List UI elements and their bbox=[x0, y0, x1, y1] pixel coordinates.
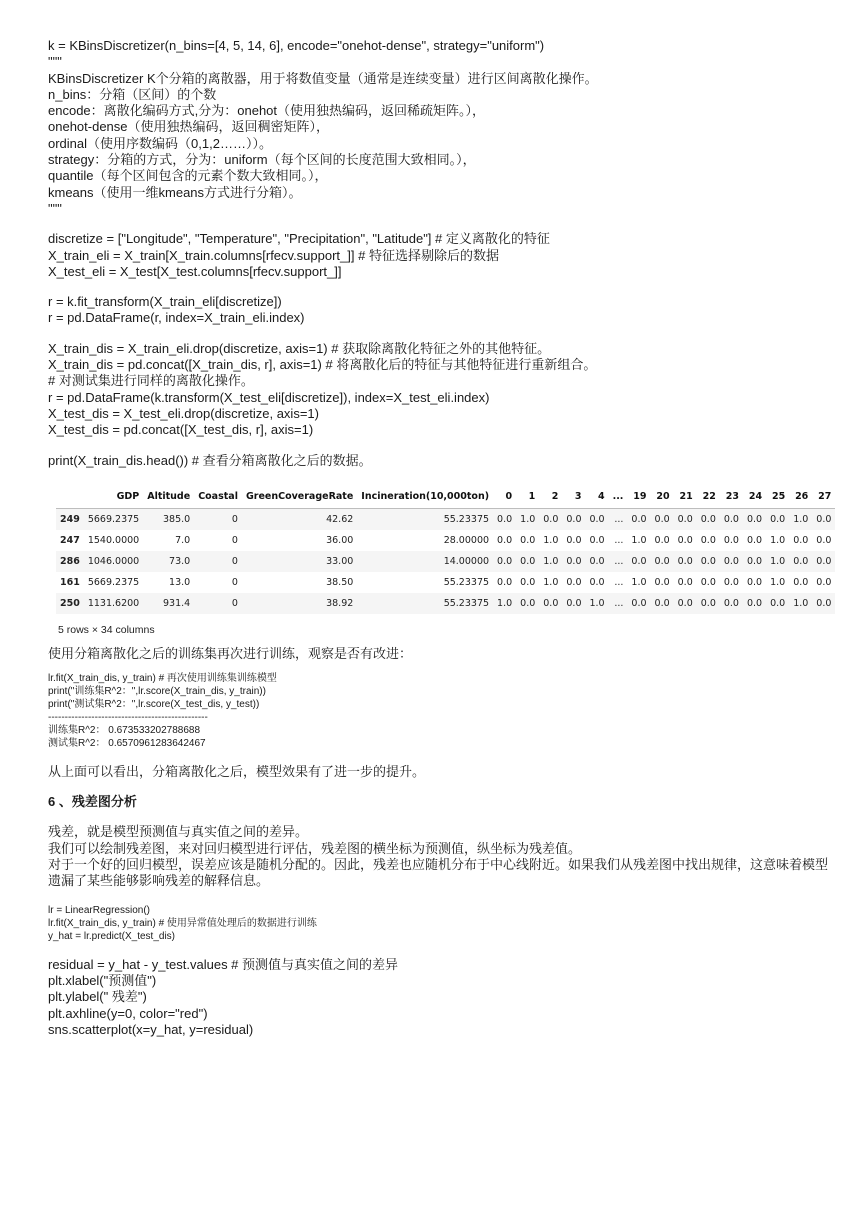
table-cell: 0.0 bbox=[720, 508, 743, 530]
table-cell: 0.0 bbox=[743, 508, 766, 530]
dataframe-table bbox=[56, 487, 835, 614]
table-cell: 0.0 bbox=[585, 551, 608, 572]
column-header bbox=[56, 487, 84, 509]
table-cell: 0.0 bbox=[566, 576, 582, 588]
table-cell: 0.0 bbox=[720, 551, 743, 572]
code-line: plt.xlabel("预测值") bbox=[48, 972, 157, 988]
row-index-cell: 250 bbox=[56, 593, 84, 614]
table-cell: 0.0 bbox=[720, 593, 743, 614]
table-row bbox=[56, 530, 835, 551]
code-line: k = KBinsDiscretizer(n_bins=[4, 5, 14, 6], encode="onehot-dense", strategy="uniform") bbox=[48, 38, 545, 53]
table-cell: 0.0 bbox=[816, 576, 832, 588]
row-index-cell: 286 bbox=[56, 551, 84, 572]
code-line: lr = LinearRegression() bbox=[48, 904, 150, 916]
table-cell: ... bbox=[609, 593, 628, 614]
paragraph-retrain: 使用分箱离散化之后的训练集再次进行训练，观察是否有改进： bbox=[48, 645, 413, 661]
table-cell: 0.0 bbox=[654, 534, 670, 546]
column-header: 25 bbox=[766, 487, 789, 509]
table-cell: 55.23375 bbox=[357, 593, 493, 614]
column-header: 24 bbox=[743, 487, 766, 509]
table-cell: 0 bbox=[194, 593, 242, 614]
code-separator: ------------------------------------------------ bbox=[48, 712, 208, 724]
table-cell: 0.0 bbox=[674, 508, 697, 530]
code-line: X_test_dis = pd.concat([X_test_dis, r], axis=1) bbox=[48, 422, 314, 438]
table-cell: 0.0 bbox=[539, 508, 562, 530]
code-line: # 对测试集进行同样的离散化操作。 bbox=[48, 373, 254, 389]
table-cell: 0.0 bbox=[520, 576, 536, 588]
table-row bbox=[56, 551, 835, 572]
table-cell: 1.0 bbox=[493, 593, 516, 614]
column-header: 0 bbox=[493, 487, 516, 509]
code-line: r = pd.DataFrame(r, index=X_train_eli.index) bbox=[48, 310, 305, 326]
paragraph-conclusion: 从上面可以看出，分箱离散化之后，模型效果有了进一步的提升。 bbox=[48, 764, 426, 780]
row-index-cell: 249 bbox=[56, 508, 84, 530]
column-header: GDP bbox=[84, 487, 143, 509]
column-header: 26 bbox=[789, 487, 812, 509]
table-cell: 0.0 bbox=[627, 593, 650, 614]
table-cell: 0.0 bbox=[812, 593, 835, 614]
table-row bbox=[56, 593, 835, 614]
table-cell: 0.0 bbox=[816, 534, 832, 546]
table-cell: 0.0 bbox=[674, 593, 697, 614]
table-cell: 0.0 bbox=[793, 576, 809, 588]
table-cell: 0.0 bbox=[812, 551, 835, 572]
table-cell: 1.0 bbox=[789, 508, 812, 530]
column-header: 3 bbox=[562, 487, 585, 509]
table-cell: 0.0 bbox=[585, 508, 608, 530]
table-cell: 36.00 bbox=[326, 534, 354, 546]
code-line: """ bbox=[48, 54, 62, 70]
table-cell: 1046.0000 bbox=[84, 551, 143, 572]
table-cell: 0.0 bbox=[812, 508, 835, 530]
table-cell: 0.0 bbox=[516, 593, 539, 614]
table-cell: 1.0 bbox=[770, 576, 786, 588]
table-cell: 0.0 bbox=[497, 576, 513, 588]
column-header: 2 bbox=[539, 487, 562, 509]
column-header: 23 bbox=[720, 487, 743, 509]
table-cell: 0.0 bbox=[562, 551, 585, 572]
code-line: KBinsDiscretizer K个分箱的离散器，用于将数值变量（通常是连续变量）进行区间离散化操作。 bbox=[48, 70, 598, 86]
table-cell: 0.0 bbox=[562, 508, 585, 530]
column-header: 4 bbox=[585, 487, 608, 509]
dataframe-shape-note: 5 rows × 34 columns bbox=[58, 623, 155, 636]
table-cell: ... bbox=[614, 534, 624, 546]
code-line: sns.scatterplot(x=y_hat, y=residual) bbox=[48, 1021, 254, 1037]
column-header: 22 bbox=[697, 487, 720, 509]
table-cell: 385.0 bbox=[143, 508, 194, 530]
code-line: strategy：分箱的方式，分为：uniform（每个区间的长度范围大致相同。）， bbox=[48, 152, 476, 168]
code-line: print("测试集R^2：",lr.score(X_test_dis, y_test)) bbox=[48, 699, 260, 711]
table-cell: 5669.2375 bbox=[84, 508, 143, 530]
column-header: Altitude bbox=[143, 487, 194, 509]
code-line: X_test_dis = X_test_eli.drop(discretize, axis=1) bbox=[48, 405, 319, 421]
table-cell: 0.0 bbox=[516, 551, 539, 572]
table-cell: 0.0 bbox=[700, 534, 716, 546]
table-cell: 1.0 bbox=[631, 576, 647, 588]
table-cell: 1.0 bbox=[585, 593, 608, 614]
table-body bbox=[56, 508, 835, 614]
code-line: lr.fit(X_train_dis, y_train) # 使用异常值处理后的数据进行训练 bbox=[48, 917, 317, 929]
column-header: Coastal bbox=[194, 487, 242, 509]
table-cell: 0.0 bbox=[743, 593, 766, 614]
code-line: kmeans（使用一维kmeans方式进行分箱）。 bbox=[48, 184, 302, 200]
table-cell: 0.0 bbox=[674, 551, 697, 572]
table-cell: 0.0 bbox=[697, 508, 720, 530]
code-line: ordinal（使用序数编码（0,1,2……））。 bbox=[48, 135, 272, 151]
table-cell: 0.0 bbox=[766, 508, 789, 530]
section-title: 6 、残差图分析 bbox=[48, 794, 137, 810]
table-cell: 0.0 bbox=[520, 534, 536, 546]
table-cell: 7.0 bbox=[175, 534, 191, 546]
table-cell: 0.0 bbox=[566, 534, 582, 546]
table-cell: 33.00 bbox=[242, 551, 357, 572]
table-cell: 0.0 bbox=[793, 534, 809, 546]
table-cell: 1131.6200 bbox=[84, 593, 143, 614]
table-row bbox=[56, 572, 835, 593]
code-line: X_train_eli = X_train[X_train.columns[rfecv.support_]] # 特征选择剔除后的数据 bbox=[48, 247, 499, 263]
table-cell: 1.0 bbox=[539, 551, 562, 572]
column-header: 19 bbox=[627, 487, 650, 509]
code-line: plt.axhline(y=0, color="red") bbox=[48, 1005, 208, 1021]
code-line: X_test_eli = X_test[X_test.columns[rfecv.support_]] bbox=[48, 263, 342, 279]
table-cell: 1.0 bbox=[516, 508, 539, 530]
table-cell: 1.0 bbox=[789, 593, 812, 614]
table-cell: 1.0 bbox=[543, 534, 559, 546]
paragraph: 残差，就是模型预测值与真实值之间的差异。 bbox=[48, 824, 309, 840]
column-header: ... bbox=[609, 487, 628, 509]
table-cell: 0.0 bbox=[697, 551, 720, 572]
code-block-fit-transform bbox=[48, 294, 828, 327]
code-line: y_hat = lr.predict(X_test_dis) bbox=[48, 930, 176, 942]
code-line: lr.fit(X_train_dis, y_train) # 再次使用训练集训练模型 bbox=[48, 673, 277, 685]
table-cell: 1.0 bbox=[770, 534, 786, 546]
column-header: 21 bbox=[674, 487, 697, 509]
table-cell: 28.00000 bbox=[443, 534, 490, 546]
table-cell: ... bbox=[609, 551, 628, 572]
table-cell: 1540.0000 bbox=[87, 534, 140, 546]
code-line: plt.ylabel(" 残差") bbox=[48, 989, 147, 1005]
code-block-retrain bbox=[48, 672, 828, 750]
code-block-kbins bbox=[48, 38, 828, 217]
output-line: 测试集R^2： 0.6570961283642467 bbox=[48, 738, 206, 750]
code-line: onehot-dense（使用独热编码，返回稠密矩阵）， bbox=[48, 119, 330, 135]
table-cell: 0.0 bbox=[589, 534, 605, 546]
table-cell: 73.0 bbox=[143, 551, 194, 572]
section-body bbox=[48, 824, 828, 889]
row-index-cell: 247 bbox=[60, 534, 80, 546]
column-header: 27 bbox=[812, 487, 835, 509]
table-cell: 0 bbox=[194, 508, 242, 530]
table-row bbox=[56, 508, 835, 530]
table-cell: 5669.2375 bbox=[87, 576, 140, 588]
table-cell: ... bbox=[614, 576, 624, 588]
column-header: 1 bbox=[516, 487, 539, 509]
table-cell: 55.23375 bbox=[357, 508, 493, 530]
table-cell: 0 bbox=[231, 576, 238, 588]
table-cell: 0.0 bbox=[700, 576, 716, 588]
table-cell: 0.0 bbox=[562, 593, 585, 614]
code-line: n_bins：分箱（区间）的个数 bbox=[48, 86, 217, 102]
table-cell: 1.0 bbox=[543, 576, 559, 588]
column-header: 20 bbox=[651, 487, 674, 509]
table-cell: 38.50 bbox=[326, 576, 354, 588]
table-cell: 0.0 bbox=[651, 593, 674, 614]
table-cell: 0.0 bbox=[746, 576, 763, 588]
table-cell: 0.0 bbox=[627, 551, 650, 572]
table-header-row bbox=[56, 487, 835, 509]
code-line: r = k.fit_transform(X_train_eli[discretize]) bbox=[48, 294, 282, 310]
table-cell: 0.0 bbox=[539, 593, 562, 614]
code-line: discretize = ["Longitude", "Temperature", "Precipitation", "Latitude"] # 定义离散化的特征 bbox=[48, 231, 550, 247]
code-line-print-head: print(X_train_dis.head()) # 查看分箱离散化之后的数据。 bbox=[48, 452, 372, 468]
code-line: residual = y_hat - y_test.values # 预测值与真实值之间的差异 bbox=[48, 956, 399, 972]
table-cell: 0.0 bbox=[677, 576, 693, 588]
table-cell: 0.0 bbox=[651, 551, 674, 572]
code-line: print("训练集R^2：",lr.score(X_train_dis, y_train)) bbox=[48, 686, 266, 698]
table-cell: 0.0 bbox=[651, 508, 674, 530]
code-block-residual-plot bbox=[48, 957, 828, 1038]
table-cell: 42.62 bbox=[242, 508, 357, 530]
table-cell: 0 bbox=[194, 551, 242, 572]
paragraph: 对于一个好的回归模型，误差应该是随机分配的。因此，残差也应随机分布于中心线附近。如果我们从残差图中找出规律，这意味着模型遗漏了某些能够影响残差的解释信息。 bbox=[48, 857, 829, 889]
column-header: Incineration(10,000ton) bbox=[357, 487, 493, 509]
code-line: r = pd.DataFrame(k.transform(X_test_eli[discretize]), index=X_test_eli.index) bbox=[48, 389, 490, 405]
row-index-cell: 161 bbox=[60, 576, 80, 588]
dataframe-output bbox=[56, 487, 832, 636]
table-cell: 55.23375 bbox=[443, 576, 490, 588]
table-cell: ... bbox=[609, 508, 628, 530]
code-block-linear-regression bbox=[48, 904, 828, 943]
table-cell: 0.0 bbox=[497, 534, 513, 546]
table-cell: 0.0 bbox=[746, 534, 763, 546]
code-line: quantile（每个区间包含的元素个数大致相同。）， bbox=[48, 168, 328, 184]
code-line: X_train_dis = X_train_eli.drop(discretize, axis=1) # 获取除离散化特征之外的其他特征。 bbox=[48, 340, 551, 356]
document-page bbox=[48, 38, 832, 1038]
code-line: encode：离散化编码方式,分为：onehot（使用独热编码，返回稀疏矩阵。）， bbox=[48, 103, 486, 119]
table-cell: 0.0 bbox=[677, 534, 693, 546]
table-cell: 0.0 bbox=[766, 593, 789, 614]
table-cell: 13.0 bbox=[169, 576, 191, 588]
table-cell: 0.0 bbox=[789, 551, 812, 572]
table-cell: 0.0 bbox=[743, 551, 766, 572]
code-line: X_train_dis = pd.concat([X_train_dis, r], axis=1) # 将离散化后的特征与其他特征进行重新组合。 bbox=[48, 357, 597, 373]
table-cell: 931.4 bbox=[143, 593, 194, 614]
table-cell: 0.0 bbox=[493, 551, 516, 572]
table-cell: 0.0 bbox=[723, 576, 739, 588]
table-cell: 0.0 bbox=[723, 534, 739, 546]
table-cell: 38.92 bbox=[242, 593, 357, 614]
table-cell: 0.0 bbox=[697, 593, 720, 614]
code-line: """ bbox=[48, 200, 62, 216]
table-cell: 1.0 bbox=[631, 534, 647, 546]
table-cell: 0.0 bbox=[493, 508, 516, 530]
column-header: GreenCoverageRate bbox=[242, 487, 357, 509]
table-cell: 14.00000 bbox=[357, 551, 493, 572]
output-line: 训练集R^2： 0.673533202788688 bbox=[48, 725, 201, 737]
table-cell: 0 bbox=[231, 534, 238, 546]
table-cell: 0.0 bbox=[654, 576, 670, 588]
paragraph: 我们可以绘制残差图，来对回归模型进行评估，残差图的横坐标为预测值，纵坐标为残差值。 bbox=[48, 840, 582, 856]
table-cell: 0.0 bbox=[589, 576, 605, 588]
code-block-discretize bbox=[48, 231, 828, 280]
table-cell: 0.0 bbox=[627, 508, 650, 530]
code-block-concat bbox=[48, 341, 828, 439]
table-cell: 1.0 bbox=[766, 551, 789, 572]
